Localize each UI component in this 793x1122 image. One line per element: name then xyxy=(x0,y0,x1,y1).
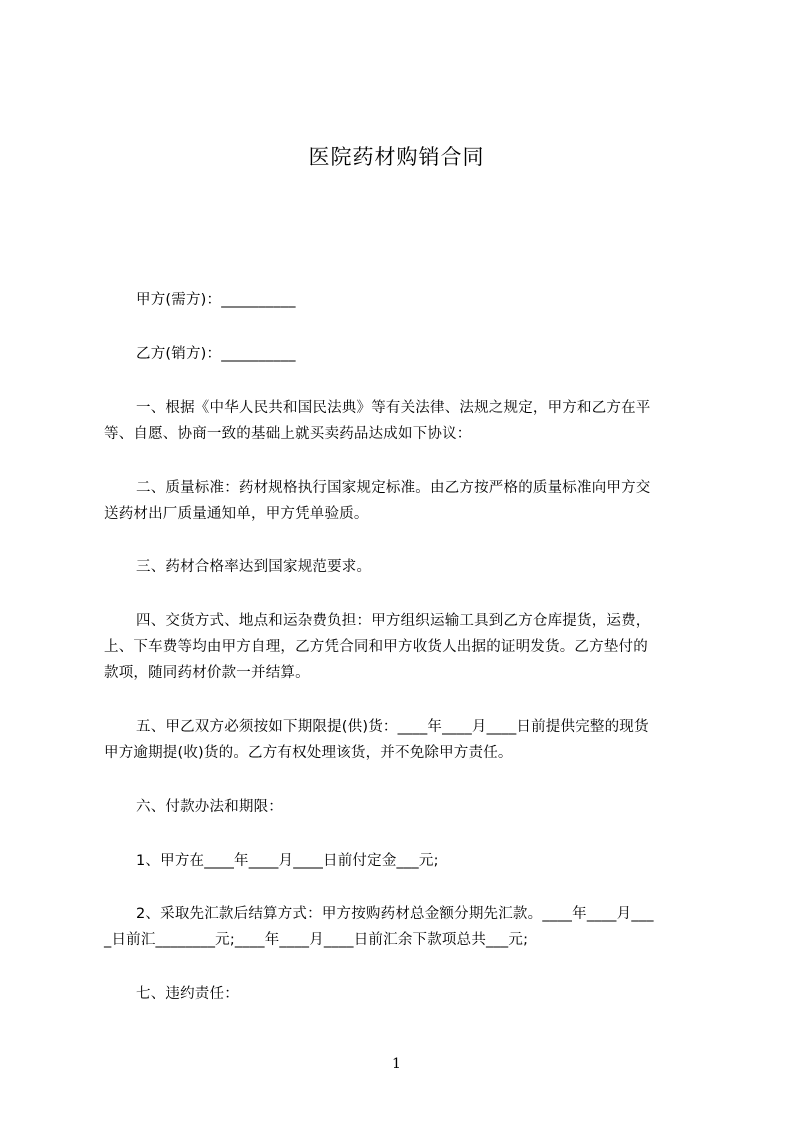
clause-5-line-1: 五、甲乙双方必须按如下期限提(供)货：____年____月____日前提供完整的现货 xyxy=(136,719,649,735)
clause-6-heading: 六、付款办法和期限： xyxy=(136,799,283,815)
clause-6-item-2-line-1: 2、采取先汇款后结算方式：甲方按购药材总金额分期先汇款。____年____月___ xyxy=(136,906,654,922)
clause-4-line-1: 四、交货方式、地点和运杂费负担：甲方组织运输工具到乙方仓库提货，运费， xyxy=(136,613,651,629)
clause-4-line-3: 款项，随同药材价款一并结算。 xyxy=(104,665,310,681)
clause-1-line-2: 等、自愿、协商一致的基础上就买卖药品达成如下协议： xyxy=(104,426,472,442)
clause-6-item-2-line-2: _日前汇________元;____年____月____日前汇余下款项总共___元; xyxy=(104,932,529,948)
clause-5-line-2: 甲方逾期提(收)货的。乙方有权处理该货，并不免除甲方责任。 xyxy=(104,745,513,761)
party-b-line: 乙方(销方)：__________ xyxy=(136,346,296,362)
party-a-line: 甲方(需方)：__________ xyxy=(136,292,296,308)
page-number: 1 xyxy=(392,1056,401,1072)
clause-2-line-1: 二、质量标准：药材规格执行国家规定标准。由乙方按严格的质量标准向甲方交 xyxy=(136,480,651,496)
page-title: 医院药材购销合同 xyxy=(308,145,485,169)
clause-1-line-1: 一、根据《中华人民共和国民法典》等有关法律、法规之规定，甲方和乙方在平 xyxy=(136,400,651,416)
clause-7-heading: 七、违约责任： xyxy=(136,986,239,1002)
clause-4-line-2: 上、下车费等均由甲方自理，乙方凭合同和甲方收货人出据的证明发货。乙方垫付的 xyxy=(104,639,648,655)
clause-6-item-1: 1、甲方在____年____月____日前付定金___元; xyxy=(136,853,439,869)
clause-3-line: 三、药材合格率达到国家规范要求。 xyxy=(136,559,372,575)
clause-2-line-2: 送药材出厂质量通知单，甲方凭单验质。 xyxy=(104,506,369,522)
